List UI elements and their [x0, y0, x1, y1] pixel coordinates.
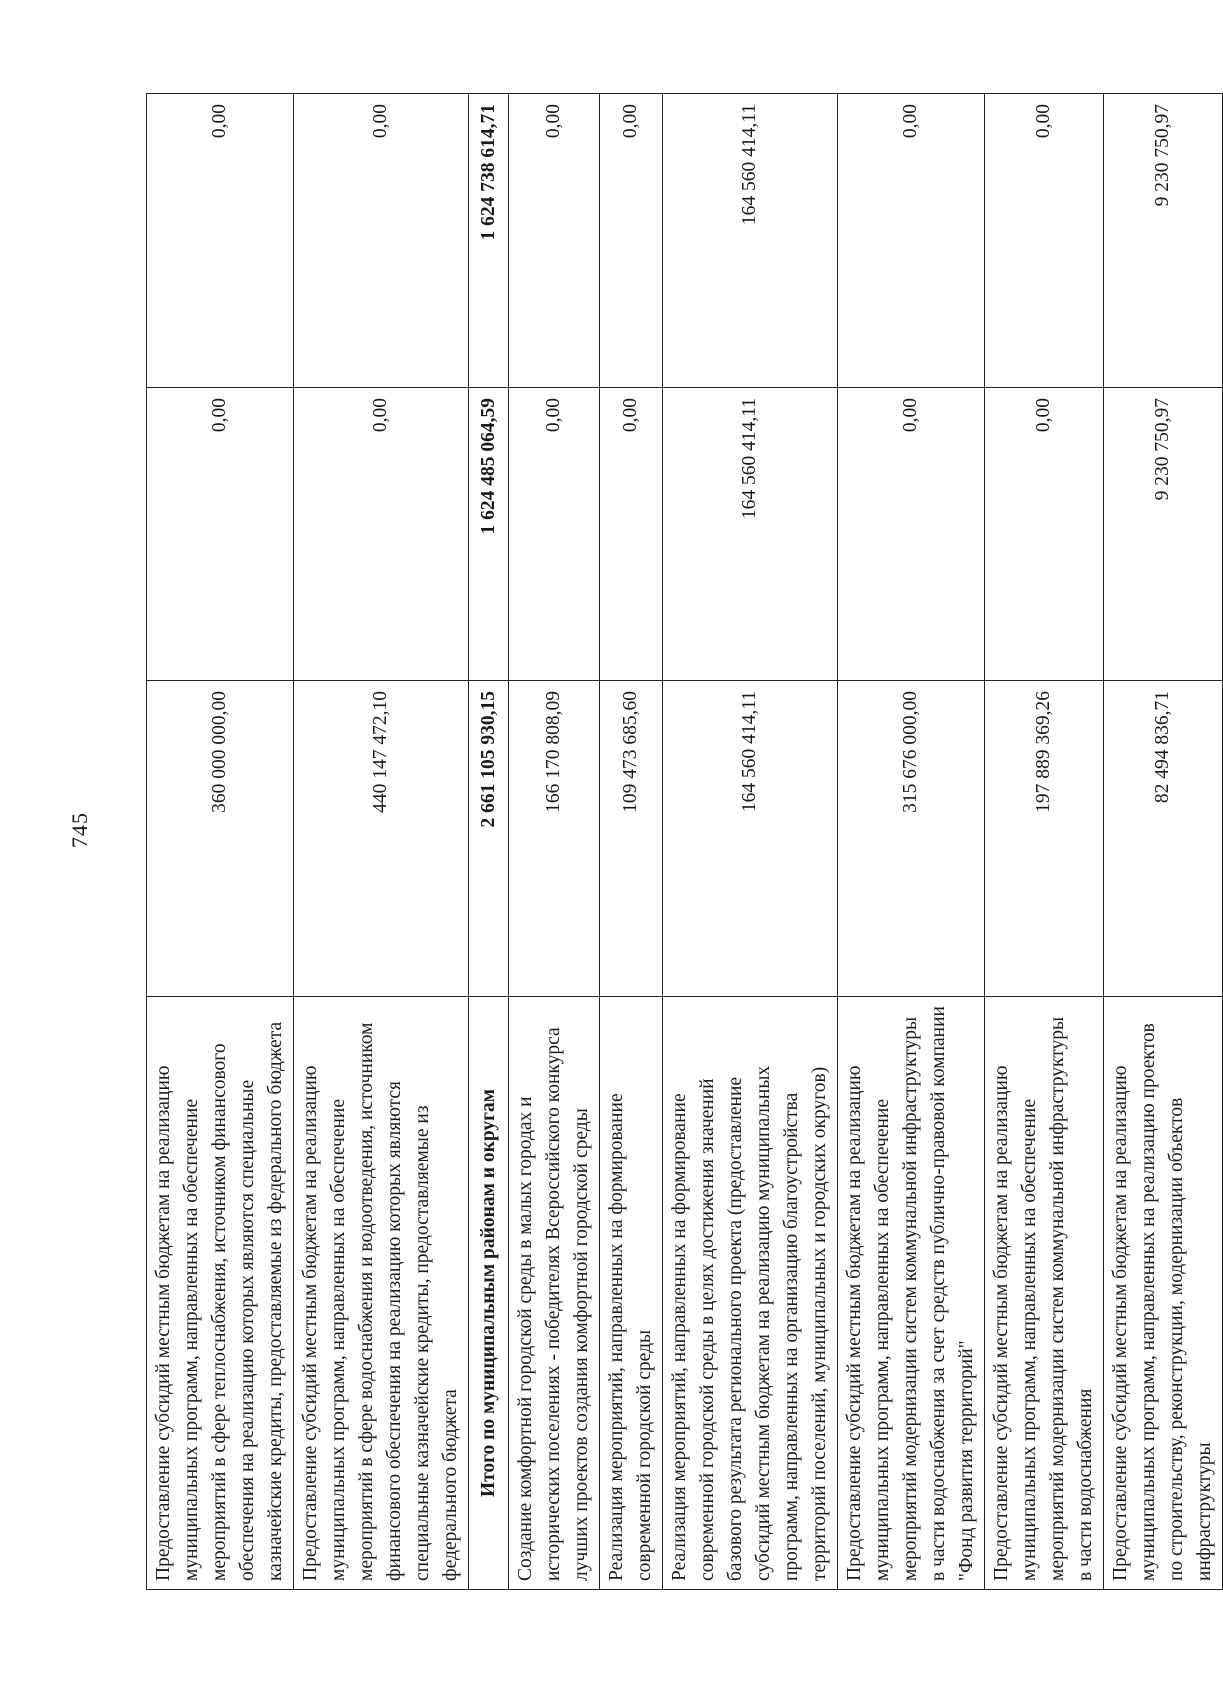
value-cell-2: 0,00 — [838, 388, 985, 681]
table-row — [147, 94, 294, 1590]
total-value-cell-3: 1 624 738 614,71 — [469, 94, 509, 388]
value-cell-2: 0,00 — [985, 388, 1104, 681]
budget-table — [146, 93, 1223, 1590]
page-number: 745 — [67, 812, 92, 848]
table-row — [294, 94, 469, 1590]
value-cell-2: 9 230 750,97 — [1104, 388, 1223, 681]
value-cell-1: 315 676 000,00 — [838, 681, 985, 997]
value-cell-1: 82 494 836,71 — [1104, 681, 1223, 997]
value-cell-2: 164 560 414,11 — [663, 388, 838, 681]
value-cell-3: 9 230 750,97 — [1104, 94, 1223, 388]
value-cell-1: 164 560 414,11 — [663, 681, 838, 997]
table-row — [663, 94, 838, 1590]
value-cell-3: 0,00 — [600, 94, 663, 388]
value-cell-3: 0,00 — [985, 94, 1104, 388]
row-name-cell: Предоставление субсидий местным бюджетам на реализацию муниципальных программ, направленных на обеспечение мероприятий в сфере водоснабжения и водоотведения, источником финансового обеспечения на реализацию которых являются специальные казначейские кредиты, предоставляемые из федерального бюджета — [294, 997, 469, 1590]
row-name-cell: Предоставление субсидий местным бюджетам на реализацию муниципальных программ, направленных на реализацию проектов по строительству, реконструкции, модернизации объектов инфраструктуры — [1104, 997, 1223, 1590]
row-name-cell: Предоставление субсидий местным бюджетам на реализацию муниципальных программ, направленных на обеспечение мероприятий модернизации систем коммунальной инфраструктуры в части водоснабжения за счет средств публично-правовой компании "Фонд развития территорий" — [838, 997, 985, 1590]
value-cell-2: 0,00 — [294, 388, 469, 681]
value-cell-1: 197 889 369,26 — [985, 681, 1104, 997]
table-row — [600, 94, 663, 1590]
value-cell-3: 0,00 — [147, 94, 294, 388]
value-cell-3: 0,00 — [294, 94, 469, 388]
row-name-cell: Предоставление субсидий местным бюджетам на реализацию муниципальных программ, направленных на обеспечение мероприятий в сфере теплоснабжения, источником финансового обеспечения на реализацию которых являются специальные казначейские кредиты, предоставляемые из федерального бюджета — [147, 997, 294, 1590]
row-name-cell: Реализация мероприятий, направленных на формирование современной городской среды — [600, 997, 663, 1590]
row-name-cell: Реализация мероприятий, направленных на формирование современной городской среды в целях достижения значений базового результата регионального проекта (предоставление субсидий местным бюджетам на реализацию муниципальных программ, направленных на организацию благоустройства территорий поселений, муниципальных и городских округов) — [663, 997, 838, 1590]
value-cell-3: 0,00 — [509, 94, 600, 388]
total-value-cell-1: 2 661 105 930,15 — [469, 681, 509, 997]
value-cell-1: 360 000 000,00 — [147, 681, 294, 997]
total-label-cell: Итого по муниципальным районам и округам — [469, 997, 509, 1590]
table-row — [1104, 94, 1223, 1590]
row-name-cell: Предоставление субсидий местным бюджетам на реализацию муниципальных программ, направленных на обеспечение мероприятий модернизации систем коммунальной инфраструктуры в части водоснабжения — [985, 997, 1104, 1590]
total-row — [469, 94, 509, 1590]
total-value-cell-2: 1 624 485 064,59 — [469, 388, 509, 681]
value-cell-1: 440 147 472,10 — [294, 681, 469, 997]
table-row — [838, 94, 985, 1590]
table-row — [985, 94, 1104, 1590]
rotated-table-container — [146, 94, 1215, 1590]
value-cell-3: 164 560 414,11 — [663, 94, 838, 388]
value-cell-2: 0,00 — [600, 388, 663, 681]
value-cell-1: 166 170 808,09 — [509, 681, 600, 997]
value-cell-3: 0,00 — [838, 94, 985, 388]
value-cell-2: 0,00 — [509, 388, 600, 681]
value-cell-1: 109 473 685,60 — [600, 681, 663, 997]
value-cell-2: 0,00 — [147, 388, 294, 681]
row-name-cell: Создание комфортной городской среды в малых городах и исторических поселениях - победителях Всероссийского конкурса лучших проектов создания комфортной городской среды — [509, 997, 600, 1590]
table-row — [509, 94, 600, 1590]
